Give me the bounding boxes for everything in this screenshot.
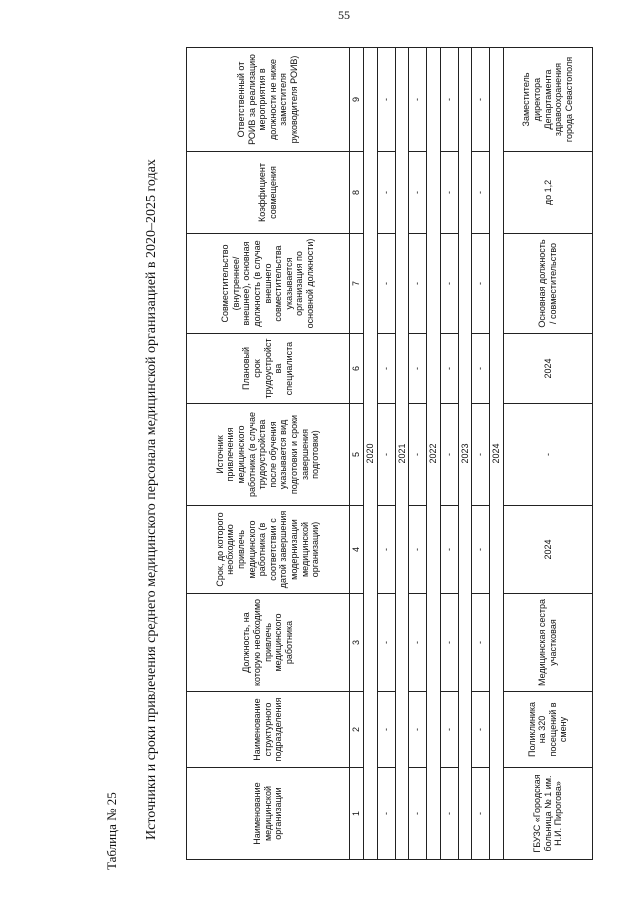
header-row	[187, 48, 350, 860]
table-row	[440, 48, 458, 860]
column-number-row	[349, 48, 364, 860]
table-cell: Заместитель директора Департамента здравоохранения города Севастополя	[503, 48, 592, 152]
table-cell: -	[472, 768, 490, 860]
table-cell: -	[440, 152, 458, 234]
table-cell: 2024	[503, 334, 592, 404]
table-cell: -	[440, 48, 458, 152]
table-cell: -	[409, 768, 427, 860]
table-row	[503, 48, 592, 860]
table-cell: -	[440, 594, 458, 692]
table-cell: -	[377, 152, 395, 234]
header-cell: Наименование медицинской организации	[187, 768, 350, 860]
table-cell: -	[377, 506, 395, 594]
column-number: 7	[349, 234, 364, 334]
header-cell: Коэффициент совмещения	[187, 152, 350, 234]
page-number: 55	[338, 8, 350, 22]
year-label: 2023	[458, 48, 472, 860]
table-cell: -	[472, 234, 490, 334]
year-row-2020	[364, 48, 378, 860]
year-row-2021	[395, 48, 409, 860]
table-cell: -	[409, 334, 427, 404]
table-row	[377, 48, 395, 860]
column-number: 9	[349, 48, 364, 152]
column-number: 4	[349, 506, 364, 594]
table-cell: -	[472, 692, 490, 768]
table-cell: -	[409, 48, 427, 152]
table-cell: -	[440, 506, 458, 594]
table-cell: ГБУЗС «Городская больница № 1 им. Н.И. Пирогова»	[503, 768, 592, 860]
header-cell: Совместительство (внутреннее/внешнее), основная должность (в случае внешнего совместительства указывается организация по основной должности)	[187, 234, 350, 334]
table-cell: Основная должность / совместительство	[503, 234, 592, 334]
year-row-2024	[490, 48, 504, 860]
table-cell: Поликлиника на 320 посещений в смену	[503, 692, 592, 768]
table-cell: 2024	[503, 506, 592, 594]
year-label: 2021	[395, 48, 409, 860]
column-number: 6	[349, 334, 364, 404]
header-cell: Источник привлечения медицинского работника (в случае трудоустройства после обучения указывается вид подготовки и сроки завершения подготовки)	[187, 404, 350, 506]
year-row-2023	[458, 48, 472, 860]
table-cell: -	[440, 404, 458, 506]
column-number: 3	[349, 594, 364, 692]
column-number: 2	[349, 692, 364, 768]
table-cell: -	[377, 768, 395, 860]
table-cell: -	[409, 594, 427, 692]
table-cell: Медицинская сестра участковая	[503, 594, 592, 692]
table-cell: -	[377, 48, 395, 152]
year-label: 2020	[364, 48, 378, 860]
table-cell: -	[377, 594, 395, 692]
table-cell: -	[377, 234, 395, 334]
year-label: 2022	[427, 48, 441, 860]
table-cell: -	[503, 404, 592, 506]
table-cell: -	[409, 404, 427, 506]
table-title: Источники и сроки привлечения среднего медицинского персонала медицинской организацией в 2020–2025 годах	[144, 159, 159, 840]
table-cell: -	[377, 692, 395, 768]
table-row	[409, 48, 427, 860]
header-cell: Ответственный от РОИВ за реализацию мероприятия в должности не ниже заместителя руководителя РОИВ)	[187, 48, 350, 152]
table-row	[472, 48, 490, 860]
header-cell: Должность, на которую необходимо привлечь медицинского работника	[187, 594, 350, 692]
table-label: Таблица № 25	[104, 792, 119, 870]
year-row-2022	[427, 48, 441, 860]
table-cell: -	[440, 234, 458, 334]
table-cell: -	[440, 334, 458, 404]
table-cell: -	[472, 404, 490, 506]
header-cell: Наименование структурного подразделения	[187, 692, 350, 768]
table-cell: -	[377, 404, 395, 506]
table-cell: -	[440, 692, 458, 768]
header-cell: Плановый срок трудоустройства специалиста	[187, 334, 350, 404]
table-cell: -	[409, 152, 427, 234]
rotated-page-content	[104, 40, 604, 870]
table-cell: -	[377, 334, 395, 404]
table-cell: -	[472, 334, 490, 404]
column-number: 8	[349, 152, 364, 234]
column-number: 5	[349, 404, 364, 506]
table-cell: -	[472, 152, 490, 234]
table-cell: -	[409, 234, 427, 334]
column-number: 1	[349, 768, 364, 860]
table-cell: -	[472, 48, 490, 152]
table-cell: -	[472, 506, 490, 594]
header-cell: Срок, до которого необходимо привлечь медицинского работника (в соответствии с датой завершения модернизации медицинской организации)	[187, 506, 350, 594]
year-label: 2024	[490, 48, 504, 860]
table-cell: -	[440, 768, 458, 860]
table-cell: -	[472, 594, 490, 692]
table-cell: -	[409, 692, 427, 768]
staffing-table	[186, 47, 593, 860]
table-cell: -	[409, 506, 427, 594]
table-cell: до 1,2	[503, 152, 592, 234]
